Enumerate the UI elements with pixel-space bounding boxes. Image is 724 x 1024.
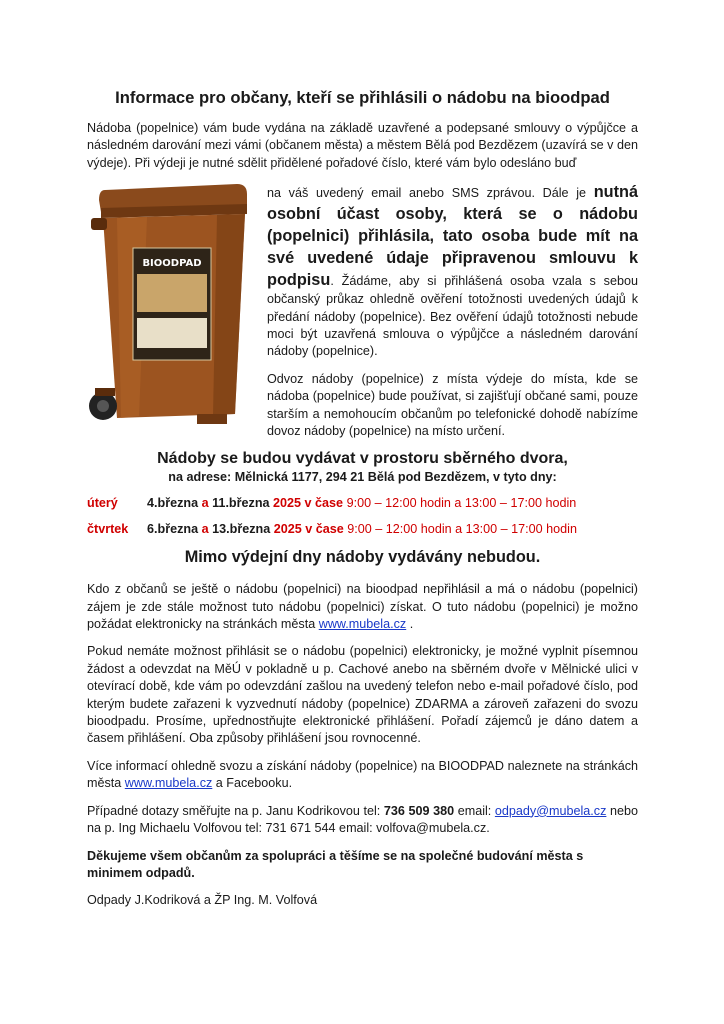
bin-label: BIOODPAD [142,258,202,270]
requirements-paragraph: na váš uvedený email anebo SMS zprávou. Dále je nutná osobní účast osoby, která se o nádobu (popelnici) přihlásila, tato osoba bude mít na své uvedené údaje připravenou smlouvu k podpisu. Žádáme, aby si přihlášená osoba vzala s sebou občanský průkaz ohledně ověření totožnosti uvedených údajů k předání nádoby (popelnice). Bez ověření údajů totožnosti nebude moci být uzavřená smlouva o výpůjčce a následném darování nádoby (popelnice). [267,183,638,359]
contacts-paragraph: Případné dotazy směřujte na p. Janu Kodrikovou tel: 736 509 380 email: odpady@mubela.cz nebo na p. Ing Michaelu Volfovou tel: 731 671 544 email: volfova@mubela.cz. [87,803,638,836]
more-info-paragraph: Více informací ohledně svozu a získání nádoby (popelnice) na BIOODPAD naleznete na stránkách města www.mubela.cz a Facebooku. [87,758,638,791]
thanks-paragraph: Děkujeme všem občanům za spolupráci a těšíme se na společné budování města s minimem odpadů. [87,848,584,880]
date-row-tuesday: úterý 4.března a 11.března 2025 v čase 9:00 – 12:00 hodin a 13:00 – 17:00 hodin [87,496,577,511]
late-signup-paragraph: Kdo z občanů se ještě o nádobu (popelnici) na bioodpad nepřihlásil a má o nádobu (popelnici) zájem je zde stále možnost tuto nádobu (popelnici) získat. O tuto nádobu (popelnici) je možno požádat elektronicky na stránkách města www.mubela.cz . [87,582,638,632]
brown-bin-icon [87,178,259,440]
email-link[interactable]: odpady@mubela.cz [494,803,607,818]
mubela-link-2[interactable]: www.mubela.cz [124,776,213,791]
location-address: na adrese: Mělnická 1177, 294 21 Bělá pod Bezdězem, v tyto dny: [168,470,557,485]
signature: Odpady J.Kodriková a ŽP Ing. M. Volfová [87,893,318,908]
no-issue-notice: Mimo výdejní dny nádoby vydávány nebudou. [184,548,541,567]
mubela-link[interactable]: www.mubela.cz [318,617,407,632]
transport-paragraph: Odvoz nádoby (popelnice) z místa výdeje do místa, kde se nádoba (popelnice) bude používat, si zajišťují občané sami, pouze starším a nemohoucím občanům po telefonické dohodě nabízíme dovoz nádoby (popelnice) na místo určení. [267,371,638,439]
location-heading: Nádoby se budou vydávat v prostoru sběrného dvora, [157,450,568,468]
phone-number: 736 509 380 [383,803,455,818]
document-title: Informace pro občany, kteří se přihlásili o nádobu na bioodpad [115,88,610,107]
intro-paragraph: Nádoba (popelnice) vám bude vydána na základě uzavřené a podepsané smlouvy o výpůjčce a následném darování mezi vámi (občanem města) a městem Bělá pod Bezdězem (uzavírá se v den výdeje). Při výdeji je nutné sdělit přidělené pořadové číslo, které vám bylo odesláno buď [87,121,638,170]
bio-bin-image [87,178,259,440]
paper-application-paragraph: Pokud nemáte možnost přihlásit se o nádobu (popelnici) elektronicky, je možné vyplnit písemnou žádost a odevzdat na MěÚ v pokladně u p. Cachové anebo na sběrném dvoře v Mělnické ulici v otevírací době, kde vám po odevzdání zašlou na uvedený telefon nebo e-mail pořadové číslo, pod kterým budete zařazeni k vyzvednutí nádoby (popelnice) ZDARMA a zároveň zařazeni do svozu bioodpadu. Prosíme, upřednostňujte elektronické přihlášení. Pořadí zájemců je dáno datem a časem přihlášení. Oba způsoby přihlášení jsou rovnocenné. [87,644,638,746]
date-row-thursday: čtvrtek 6.března a 13.března 2025 v čase 9:00 – 12:00 hodin a 13:00 – 17:00 hodin [87,522,577,537]
personal-presence-notice: nutná osobní účast osoby, která se o nádobu (popelnici) přihlásila, tato osoba bude mít na své uvedené údaje připravenou smlouvu k podpisu [267,183,638,290]
document-page [87,88,638,910]
